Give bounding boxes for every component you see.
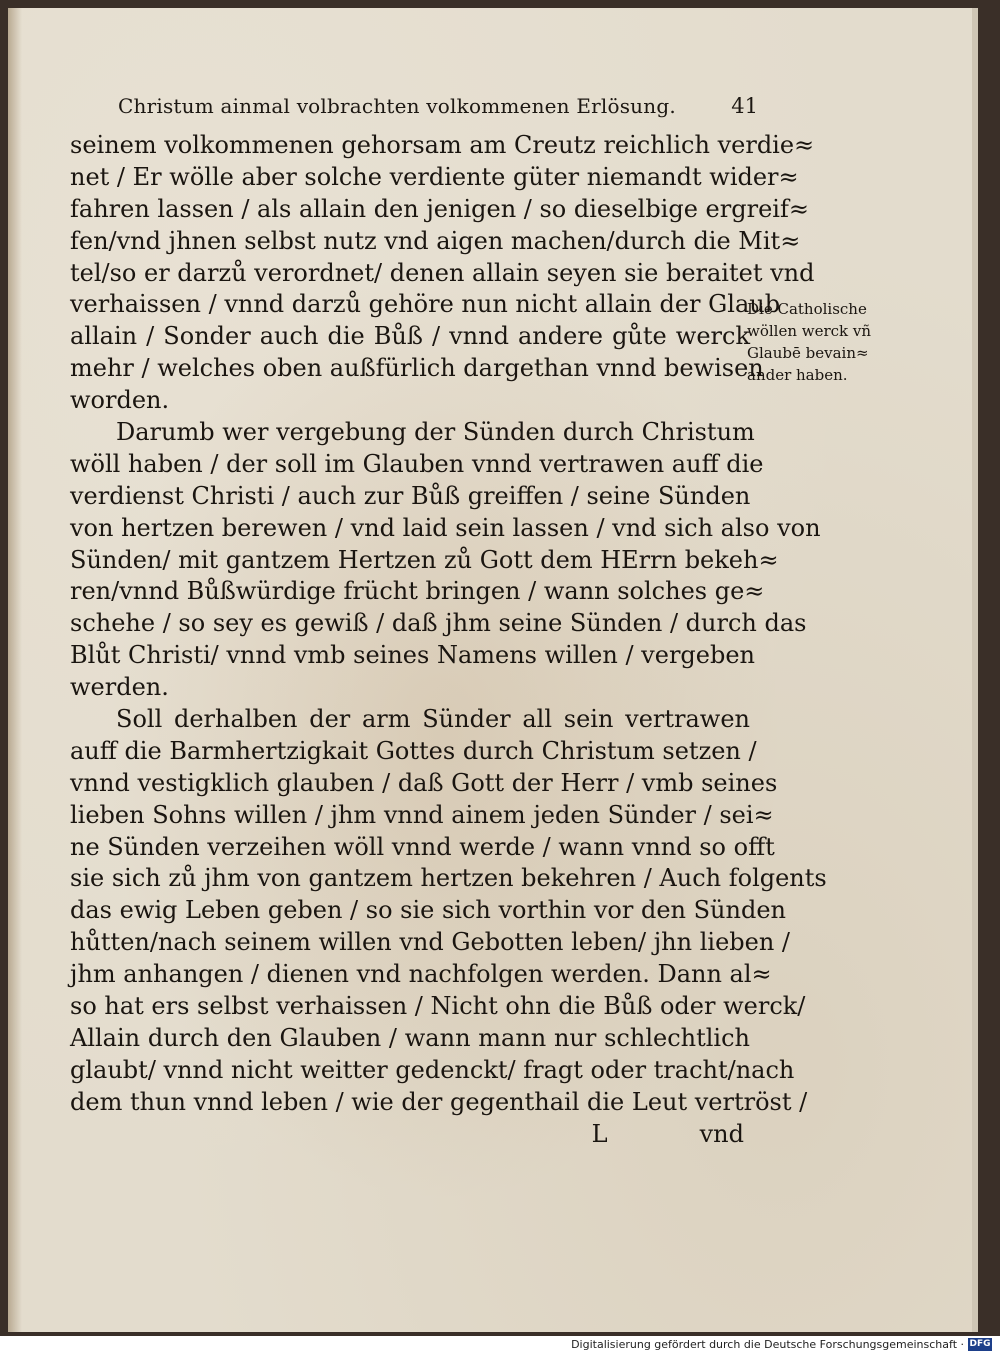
margin-note-line: Die Catholische [747, 300, 867, 318]
text-line: von hertzen berewen / vnd laid sein lassen / vnd sich also von [70, 513, 821, 542]
catchword-line [70, 1119, 750, 1151]
marginal-note [747, 298, 895, 386]
text-line: Soll derhalben der arm Sünder all sein vertrawen [116, 705, 750, 734]
text-line: werden. [70, 673, 169, 702]
text-line: auff die Barmhertzigkait Gottes durch Christum setzen / [70, 736, 757, 765]
text-line: Allain durch den Glauben / wann mann nur schlechtlich [70, 1023, 750, 1052]
text-line: lieben Sohns willen / jhm vnnd ainem jeden Sünder / sei≈ [70, 800, 774, 829]
text-line: Blůt Christi/ vnnd vmb seines Namens willen / vergeben [70, 641, 756, 670]
text-line: wöll haben / der soll im Glauben vnnd vertrawen auff die [70, 449, 764, 478]
text-line: jhm anhangen / dienen vnd nachfolgen werden. Dann al≈ [70, 960, 772, 989]
funding-credit: Digitalisierung gefördert durch die Deutsche Forschungsgemeinschaft · [571, 1338, 964, 1351]
digitization-footer [0, 1336, 1000, 1354]
text-line: Darumb wer vergebung der Sünden durch Christum [116, 418, 755, 447]
text-line: so hat ers selbst verhaissen / Nicht ohn die Bůß oder werck/ [70, 992, 806, 1021]
text-line: dem thun vnnd leben / wie der gegenthail die Leut vertröst / [70, 1087, 808, 1116]
text-line: seinem volkommenen gehorsam am Creutz reichlich verdie≈ [70, 131, 815, 159]
text-line: schehe / so sey es gewiß / daß jhm seine Sünden / durch das [70, 609, 807, 638]
margin-note-line: ander haben. [747, 366, 848, 384]
margin-note-line: wöllen werck vñ [747, 322, 872, 340]
text-line: verhaissen / vnnd darzů gehöre nun nicht allain der Glaub [70, 290, 781, 319]
margin-note-line: Glaubē bevain≈ [747, 344, 869, 362]
text-line: hůtten/nach seinem willen vnd Gebotten leben/ jhn lieben / [70, 928, 791, 957]
text-line: ren/vnnd Bůßwürdige frücht bringen / wann solches ge≈ [70, 577, 765, 606]
text-line: das ewig Leben geben / so sie sich vorthin vor den Sünden [70, 896, 786, 925]
text-line: vnnd vestigklich glauben / daß Gott der Herr / vmb seines [70, 768, 778, 797]
text-line: verdienst Christi / auch zur Bůß greiffen / seine Sünden [70, 481, 751, 510]
catchword: vnd [699, 1119, 744, 1148]
signature-mark: L [591, 1119, 608, 1148]
text-line: glaubt/ vnnd nicht weitter gedenckt/ fragt oder tracht/nach [70, 1055, 795, 1084]
text-line: Sünden/ mit gantzem Hertzen zů Gott dem HErrn bekeh≈ [70, 545, 779, 574]
page-number: 41 [731, 94, 758, 118]
text-line: fahren lassen / als allain den jenigen / so dieselbige ergreif≈ [70, 194, 809, 223]
text-line: sie sich zů jhm von gantzem hertzen bekehren / Auch folgents [70, 864, 827, 893]
text-line: mehr / welches oben außfürlich dargethan vnnd bewisen [70, 354, 764, 383]
running-header [118, 94, 758, 124]
running-title: Christum ainmal volbrachten volkommenen Erlösung. [118, 94, 676, 118]
text-line: fen/vnd jhnen selbst nutz vnd aigen machen/durch die Mit≈ [70, 226, 801, 255]
page-gutter-shadow [8, 8, 22, 1332]
dfg-logo: DFG [969, 1339, 991, 1349]
text-line: ne Sünden verzeihen wöll vnnd werde / wann vnnd so offt [70, 832, 775, 861]
text-line: tel/so er darzů verordnet/ denen allain seyen sie beraitet vnd [70, 258, 815, 287]
text-line: allain / Sonder auch die Bůß / vnnd andere gůte werck [70, 322, 750, 351]
text-line: worden. [70, 386, 170, 415]
text-line: net / Er wölle aber solche verdiente güter niemandt wider≈ [70, 162, 799, 191]
